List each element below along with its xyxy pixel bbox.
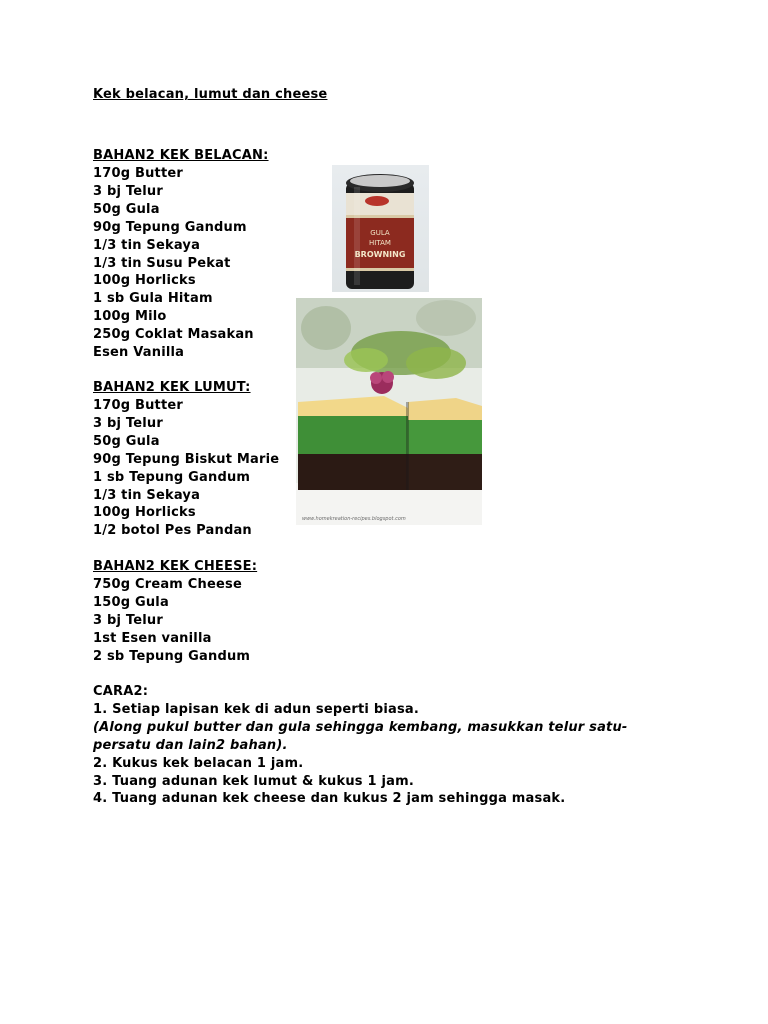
recipe-title: Kek belacan, lumut dan cheese [93, 87, 328, 102]
can-label-text: BROWNING [354, 250, 406, 259]
section-kek-cheese [93, 558, 257, 666]
ingredient-item: 170g Butter [93, 398, 183, 413]
layered-cake-photo [296, 298, 482, 525]
ingredient-item: 50g Gula [93, 433, 160, 449]
method-heading: CARA2: [93, 684, 149, 699]
ingredient-item: 1 sb Tepung Gandum [93, 469, 251, 485]
ingredient-item: 170g Butter [93, 166, 183, 181]
ingredient-item: 3 bj Telur [93, 183, 163, 199]
ingredient-item: 1/3 tin Susu Pekat [93, 255, 231, 271]
can-label-text: GULA [370, 229, 390, 237]
cake-watermark: www.homekreation-recipes.blogspot.com [302, 516, 406, 522]
method-step: 3. Tuang adunan kek lumut & kukus 1 jam. [93, 773, 414, 789]
section-kek-belacan [93, 147, 269, 362]
ingredient-item: 1 sb Gula Hitam [93, 291, 213, 307]
ingredient-item: 750g Cream Cheese [93, 577, 242, 592]
ingredient-item: 1/3 tin Sekaya [93, 487, 201, 503]
ingredient-item: 1/2 botol Pes Pandan [93, 523, 252, 539]
method-step: 1. Setiap lapisan kek di adun seperti biasa. [93, 701, 419, 717]
section-heading: BAHAN2 KEK CHEESE: [93, 559, 258, 574]
section-heading: BAHAN2 KEK LUMUT: [93, 380, 251, 395]
ingredient-item: 150g Gula [93, 594, 169, 610]
section-kek-lumut [93, 379, 279, 540]
can-label-text: HITAM [369, 239, 391, 247]
method-note: (Along pukul butter dan gula sehingga kembang, masukkan telur satu-persatu dan lain2 bahan). [93, 719, 628, 753]
cake-illustration [296, 298, 482, 525]
ingredient-item: 90g Tepung Biskut Marie [93, 451, 280, 467]
ingredient-list [93, 165, 269, 362]
ingredient-item: Esen Vanilla [93, 345, 185, 361]
can-illustration [332, 165, 429, 292]
gula-hitam-can-photo [332, 165, 429, 292]
ingredient-list [93, 397, 279, 540]
section-heading: BAHAN2 KEK BELACAN: [93, 148, 269, 163]
ingredient-item: 3 bj Telur [93, 612, 163, 628]
ingredient-item: 250g Coklat Masakan [93, 327, 254, 343]
ingredient-item: 50g Gula [93, 201, 160, 217]
section-method [93, 683, 673, 808]
method-step: 4. Tuang adunan kek cheese dan kukus 2 jam sehingga masak. [93, 791, 566, 807]
ingredient-item: 2 sb Tepung Gandum [93, 648, 251, 664]
ingredient-item: 3 bj Telur [93, 415, 163, 431]
method-step: 2. Kukus kek belacan 1 jam. [93, 755, 304, 771]
ingredient-item: 90g Tepung Gandum [93, 219, 247, 235]
ingredient-item: 100g Milo [93, 309, 167, 325]
ingredient-item: 100g Horlicks [93, 505, 196, 521]
ingredient-item: 1/3 tin Sekaya [93, 237, 201, 253]
ingredient-item: 1st Esen vanilla [93, 630, 212, 646]
ingredient-item: 100g Horlicks [93, 273, 196, 289]
ingredient-list [93, 576, 257, 666]
